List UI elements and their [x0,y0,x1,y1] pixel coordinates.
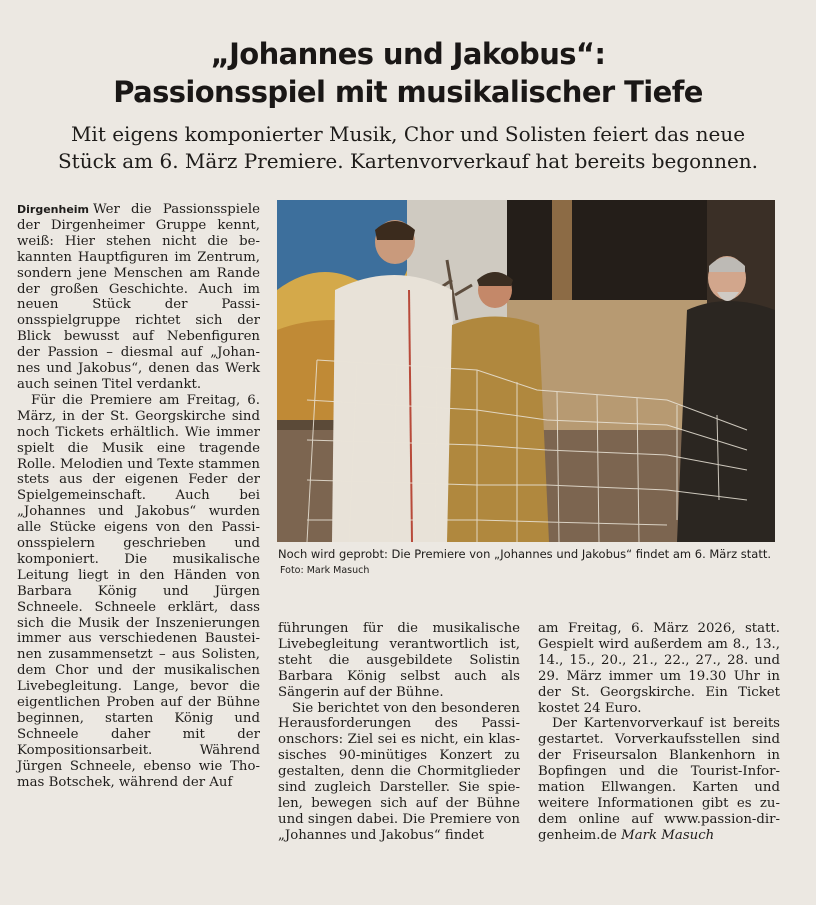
paragraph-1 [17,202,260,393]
article-column-3 [538,621,780,844]
paragraph-6 [538,716,780,843]
article-column-2 [278,621,520,844]
rehearsal-photo [277,200,775,542]
caption-text: Noch wird geprobt: Die Premiere von „Johannes und Jakobus“ findet am 6. März statt. [278,547,771,561]
paragraph-6-text: Der Kartenvorverkauf ist bereits gestartet. Vorverkaufsstellen sind der Friseursalon Blankenhorn in Bopfingen und die Tourist-Information Ellwangen. Karten und weitere Informationen gibt es zudem online auf www.passion-dirgenheim.de [538,716,780,843]
headline-line-2: Passionsspiel mit musikalischer Tiefe [113,75,703,109]
subheadline-line-1: Mit eigens komponierter Musik, Chor und Solisten feiert das neue [70,122,746,146]
author-byline: Mark Masuch [621,827,715,843]
photo-credit: Foto: Mark Masuch [280,565,370,576]
paragraph-5: am Freitag, 6. März 2026, statt. Gespielt wird außerdem am 8., 13., 14., 15., 20., 21., 22., 27., 28. und 29. März immer um 19.30 Uhr in der St. Georgskirche. Ein Ticket kostet 24 Euro. [538,621,780,716]
photo-caption [278,547,776,578]
subheadline-line-2: Stück am 6. März Premiere. Kartenvorverkauf hat bereits begonnen. [57,149,759,173]
headline-line-1: „Johannes und Jakobus“: [210,37,606,71]
paragraph-3: führungen für die musikalische Livebegleitung verantwortlich ist, steht die ausgebildete Solistin Barbara König selbst auch als Sängerin auf der Bühne. [278,621,520,700]
article-column-1 [17,202,260,791]
photo-illustration [277,200,775,542]
paragraph-2: Für die Premiere am Freitag, 6. März, in der St. Georgskirche sind noch Tickets erhältlich. Wie immer spielt die Musik eine tragende Rolle. Melodien und Texte stammen stets aus der eigenen Feder der Spielgemeinschaft. Auch bei „Johannes und Jakobus“ wurden alle Stücke eigens von den Passionsspielern geschrieben und komponiert. Die musikalische Leitung liegt in den Händen von Barbara König und Jürgen Schneele. Schneele erklärt, dass sich die Musik der Inszenierungen immer aus verschiedenen Bausteinen zusammensetzt – aus Solisten, dem Chor und der musikalischen Livebegleitung. Lange, bevor die eigentlichen Proben auf der Bühne beginnen, starten König und Schneele daher mit der Kompositionsarbeit. Während Jürgen Schneele, ebenso wie Thomas Botschek, während der Auf [17,392,260,790]
paragraph-1-text: Wer die Passionsspiele der Dirgenheimer Gruppe kennt, weiß: Hier stehen nicht die bekannten Hauptfiguren im Zentrum, sondern jene Menschen am Rande der großen Geschichte. Auch im neuen Stück der Passionsspielgruppe richtet sich der Blick bewusst auf Nebenfiguren der Passion – diesmal auf „Johannes und Jakobus“, denen das Werk auch seinen Titel verdankt. [17,202,260,392]
dateline: Dirgenheim [17,203,90,216]
paragraph-4: Sie berichtet von den besonderen Herausforderungen des Passionschors: Ziel sei es nicht, ein klassisches 90-minütiges Konzert zu gestalten, denn die Chormitglieder sind zugleich Darsteller. Sie spielen, bewegen sich auf der Bühne und singen dabei. Die Premiere von „Johannes und Jakobus“ findet [278,700,520,843]
